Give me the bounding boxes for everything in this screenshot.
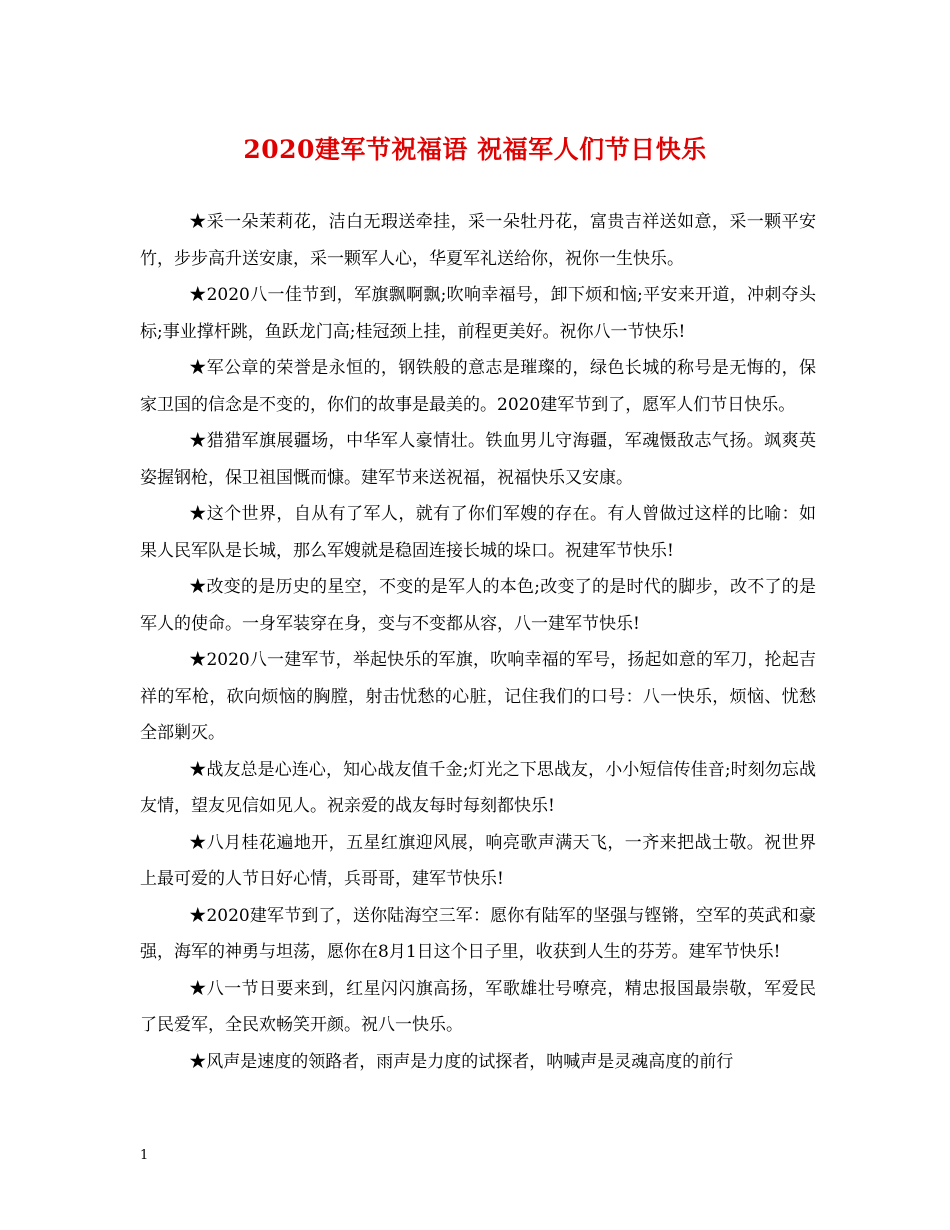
paragraph: ★战友总是心连心，知心战友值千金;灯光之下思战友，小小短信传佳音;时刻勿忘战友情，望友见信如见人。祝亲爱的战友每时每刻都快乐! bbox=[140, 759, 816, 816]
paragraph: ★这个世界，自从有了军人，就有了你们军嫂的存在。有人曾做过这样的比喻：如果人民军队是长城，那么军嫂就是稳固连接长城的垛口。祝建军节快乐! bbox=[140, 504, 816, 561]
document-title: 2020建军节祝福语 祝福军人们节日快乐 bbox=[243, 135, 707, 164]
paragraph: ★2020八一佳节到，军旗飘啊飘;吹响幸福号，卸下烦和恼;平安来开道，冲刺夺头标;事业撑杆跳，鱼跃龙门高;桂冠颈上挂，前程更美好。祝你八一节快乐! bbox=[140, 285, 816, 342]
paragraph: ★2020建军节到了，送你陆海空三军：愿你有陆军的坚强与铿锵，空军的英武和豪强，海军的神勇与坦荡，愿你在8月1日这个日子里，收获到人生的芬芳。建军节快乐! bbox=[140, 905, 816, 962]
paragraph: ★军公章的荣誉是永恒的，钢铁般的意志是璀璨的，绿色长城的称号是无悔的，保家卫国的信念是不变的，你们的故事是最美的。2020建军节到了，愿军人们节日快乐。 bbox=[140, 358, 816, 415]
document-body bbox=[140, 204, 816, 1080]
paragraph: ★2020八一建军节，举起快乐的军旗，吹响幸福的军号，扬起如意的军刀，抡起吉祥的军枪，砍向烦恼的胸膛，射击忧愁的心脏，记住我们的口号：八一快乐，烦恼、忧愁全部剿灭。 bbox=[140, 650, 816, 743]
paragraph: ★八一节日要来到，红星闪闪旗高扬，军歌雄壮号嘹亮，精忠报国最崇敬，军爱民了民爱军，全民欢畅笑开颜。祝八一快乐。 bbox=[140, 978, 816, 1035]
paragraph: ★采一朵茉莉花，洁白无瑕送牵挂，采一朵牡丹花，富贵吉祥送如意，采一颗平安竹，步步高升送安康，采一颗军人心，华夏军礼送给你，祝你一生快乐。 bbox=[140, 212, 816, 269]
paragraph: ★八月桂花遍地开，五星红旗迎风展，响亮歌声满天飞，一齐来把战士敬。祝世界上最可爱的人节日好心情，兵哥哥，建军节快乐! bbox=[140, 832, 816, 889]
paragraph: ★改变的是历史的星空，不变的是军人的本色;改变了的是时代的脚步，改不了的是军人的使命。一身军装穿在身，变与不变都从容，八一建军节快乐! bbox=[140, 577, 816, 634]
paragraph: ★风声是速度的领路者，雨声是力度的试探者，呐喊声是灵魂高度的前行 bbox=[189, 1051, 734, 1072]
page-number: 1 bbox=[140, 1148, 149, 1163]
paragraph: ★猎猎军旗展疆场，中华军人豪情壮。铁血男儿守海疆，军魂慑敌志气扬。飒爽英姿握钢枪，保卫祖国慨而慷。建军节来送祝福，祝福快乐又安康。 bbox=[140, 431, 816, 488]
